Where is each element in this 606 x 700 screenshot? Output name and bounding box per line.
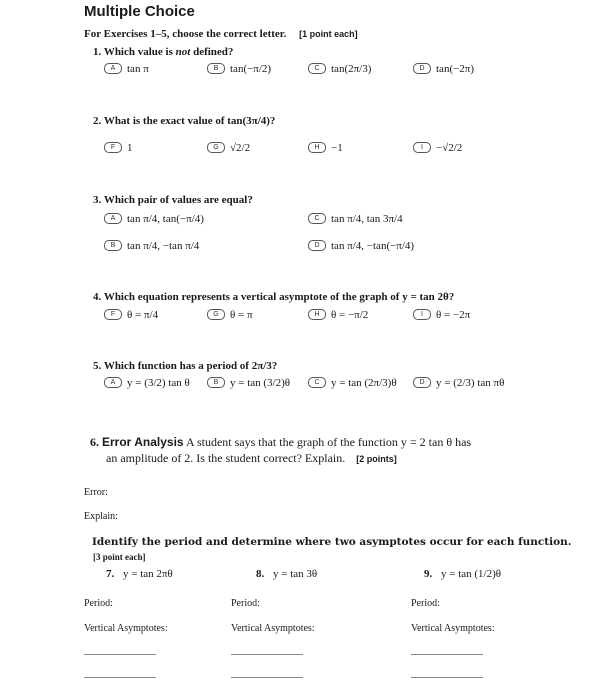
problem-9: [424, 568, 501, 580]
answer-bubble[interactable]: H: [308, 309, 326, 320]
explain-label: Explain:: [84, 511, 118, 522]
question-number: 4.: [93, 291, 102, 303]
answer-bubble[interactable]: C: [308, 63, 326, 74]
question-prompt: Which equation represents a vertical asymptote of the graph of y = tan 2θ?: [103, 291, 455, 303]
question-6: [90, 435, 471, 450]
question-number: 2.: [93, 115, 102, 127]
choice-text: θ = −π/2: [331, 309, 369, 321]
choice-text: −√2/2: [436, 142, 463, 154]
answer-bubble[interactable]: B: [207, 63, 225, 74]
question-number: 5.: [93, 360, 102, 372]
choice-text: y = tan (3/2)θ: [230, 377, 291, 389]
question-3: [93, 194, 253, 206]
choice-4i[interactable]: [413, 309, 470, 321]
period-label-7: Period:: [84, 598, 113, 609]
answer-bubble[interactable]: B: [104, 240, 122, 251]
question-prompt-line2: an amplitude of 2. Is the student correct? Explain.: [106, 451, 346, 465]
answer-blank-9a[interactable]: [411, 654, 483, 655]
choice-text: y = (2/3) tan πθ: [436, 377, 505, 389]
choice-3c[interactable]: [308, 213, 403, 225]
answer-blank-8a[interactable]: [231, 654, 303, 655]
choice-text: y = (3/2) tan θ: [127, 377, 190, 389]
answer-blank-9b[interactable]: [411, 677, 483, 678]
problem-function: y = tan 2πθ: [123, 568, 173, 580]
choice-3b[interactable]: [104, 240, 199, 252]
choice-5b[interactable]: [207, 377, 290, 389]
problem-number: 7.: [106, 568, 115, 580]
question-number: 3.: [93, 194, 102, 206]
instructions: [84, 28, 358, 40]
instructions-points: [1 point each]: [299, 29, 358, 39]
choice-text: tan π: [127, 63, 149, 75]
choice-1d[interactable]: [413, 63, 474, 75]
choice-text: tan π/4, −tan(−π/4): [331, 240, 415, 252]
question-prompt-emphasis: not: [175, 46, 191, 58]
question-6-points: [2 points]: [356, 454, 397, 464]
problem-8: [256, 568, 317, 580]
answer-blank-7b[interactable]: [84, 677, 156, 678]
answer-bubble[interactable]: A: [104, 63, 122, 74]
question-2: [93, 115, 275, 127]
problem-number: 8.: [256, 568, 265, 580]
instructions-text: For Exercises 1–5, choose the correct letter.: [84, 28, 287, 40]
section2-heading: Identify the period and determine where two asymptotes occur for each function.: [92, 536, 572, 548]
question-5: [93, 360, 277, 372]
choice-4h[interactable]: [308, 309, 368, 321]
choice-text: tan π/4, −tan π/4: [127, 240, 200, 252]
answer-bubble[interactable]: F: [104, 309, 122, 320]
choice-5a[interactable]: [104, 377, 190, 389]
choice-1a[interactable]: [104, 63, 149, 75]
answer-bubble[interactable]: I: [413, 142, 431, 153]
error-label: Error:: [84, 487, 108, 498]
answer-bubble[interactable]: A: [104, 213, 122, 224]
asymptote-label-8: Vertical Asymptotes:: [231, 623, 315, 634]
choice-text: −1: [331, 142, 343, 154]
choice-text: tan(−2π): [436, 63, 475, 75]
choice-text: 1: [127, 142, 133, 154]
question-prompt-end: defined?: [190, 46, 234, 58]
choice-text: θ = −2π: [436, 309, 471, 321]
choice-text: √2/2: [230, 142, 251, 154]
question-1: [93, 46, 233, 58]
choice-text: y = tan (2π/3)θ: [331, 377, 397, 389]
choice-2f[interactable]: [104, 142, 133, 154]
question-prompt-line1: A student says that the graph of the function y = 2 tan θ has: [185, 435, 472, 449]
answer-bubble[interactable]: I: [413, 309, 431, 320]
answer-bubble[interactable]: B: [207, 377, 225, 388]
answer-bubble[interactable]: D: [413, 63, 431, 74]
answer-bubble[interactable]: H: [308, 142, 326, 153]
question-number: 1.: [93, 46, 102, 58]
answer-blank-7a[interactable]: [84, 654, 156, 655]
question-prompt: Which value is: [103, 46, 176, 58]
choice-1b[interactable]: [207, 63, 271, 75]
answer-bubble[interactable]: C: [308, 213, 326, 224]
period-label-8: Period:: [231, 598, 260, 609]
period-label-9: Period:: [411, 598, 440, 609]
answer-bubble[interactable]: D: [308, 240, 326, 251]
choice-text: tan π/4, tan 3π/4: [331, 213, 403, 225]
problem-function: y = tan 3θ: [273, 568, 318, 580]
choice-1c[interactable]: [308, 63, 371, 75]
choice-4g[interactable]: [207, 309, 253, 321]
question-4: [93, 291, 454, 303]
choice-text: θ = π/4: [127, 309, 159, 321]
choice-text: θ = π: [230, 309, 253, 321]
answer-bubble[interactable]: G: [207, 309, 225, 320]
answer-bubble[interactable]: D: [413, 377, 431, 388]
question-prompt: Which pair of values are equal?: [103, 194, 253, 206]
section2-points: [3 point each]: [93, 552, 146, 562]
error-analysis-heading: Error Analysis: [102, 435, 184, 449]
choice-3d[interactable]: [308, 240, 414, 252]
choice-5c[interactable]: [308, 377, 397, 389]
problem-number: 9.: [424, 568, 433, 580]
question-6-line2: [106, 451, 397, 466]
choice-5d[interactable]: [413, 377, 504, 389]
answer-bubble[interactable]: F: [104, 142, 122, 153]
choice-text: tan(−π/2): [230, 63, 272, 75]
choice-2i[interactable]: [413, 142, 462, 154]
choice-text: tan π/4, tan(−π/4): [127, 213, 204, 225]
problem-7: [106, 568, 173, 580]
question-number: 6.: [90, 435, 99, 449]
answer-blank-8b[interactable]: [231, 677, 303, 678]
answer-bubble[interactable]: C: [308, 377, 326, 388]
choice-2g[interactable]: [207, 142, 250, 154]
choice-text: tan(2π/3): [331, 63, 372, 75]
answer-bubble[interactable]: G: [207, 142, 225, 153]
page-title: Multiple Choice: [84, 3, 195, 20]
asymptote-label-7: Vertical Asymptotes:: [84, 623, 168, 634]
choice-4f[interactable]: [104, 309, 158, 321]
choice-2h[interactable]: [308, 142, 343, 154]
question-prompt: What is the exact value of tan(3π/4)?: [103, 115, 276, 127]
asymptote-label-9: Vertical Asymptotes:: [411, 623, 495, 634]
choice-3a[interactable]: [104, 213, 204, 225]
question-prompt: Which function has a period of 2π/3?: [103, 360, 278, 372]
answer-bubble[interactable]: A: [104, 377, 122, 388]
problem-function: y = tan (1/2)θ: [441, 568, 502, 580]
